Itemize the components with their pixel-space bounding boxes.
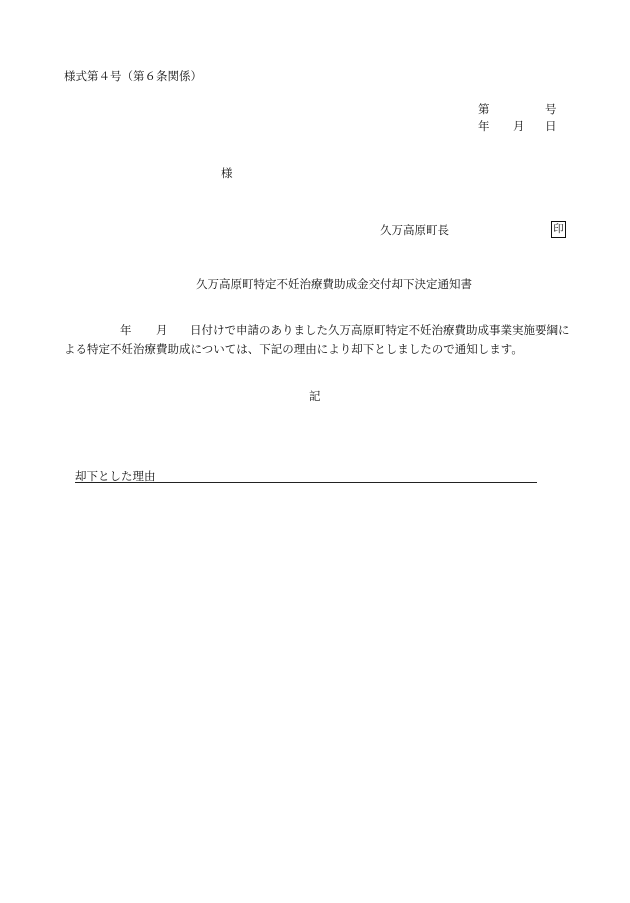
recipient-honorific: 様 — [221, 166, 233, 180]
reason-underline — [75, 482, 537, 483]
body-text-line-2: よる特定不妊治療費助成については、下記の理由により却下としましたので通知します。 — [64, 342, 523, 356]
ki-heading: 記 — [309, 389, 321, 403]
date-year: 年 — [478, 119, 490, 133]
date-month: 月 — [513, 119, 525, 133]
seal-box — [551, 221, 566, 238]
seal-label: 印 — [553, 223, 564, 235]
form-number: 様式第４号（第６条関係） — [64, 69, 202, 83]
body-text-line-1: 日付けで申請のありました久万高原町特定不妊治療費助成事業実施要綱に — [190, 323, 570, 337]
body-year: 年 — [120, 323, 132, 337]
reason-label: 却下とした理由 — [75, 469, 156, 483]
document-number-prefix: 第 — [478, 102, 490, 116]
document-title: 久万高原町特定不妊治療費助成金交付却下決定通知書 — [196, 277, 472, 291]
date-day: 日 — [545, 119, 557, 133]
body-month: 月 — [156, 323, 168, 337]
document-number-suffix: 号 — [545, 102, 557, 116]
sender-name: 久万高原町長 — [380, 223, 449, 237]
